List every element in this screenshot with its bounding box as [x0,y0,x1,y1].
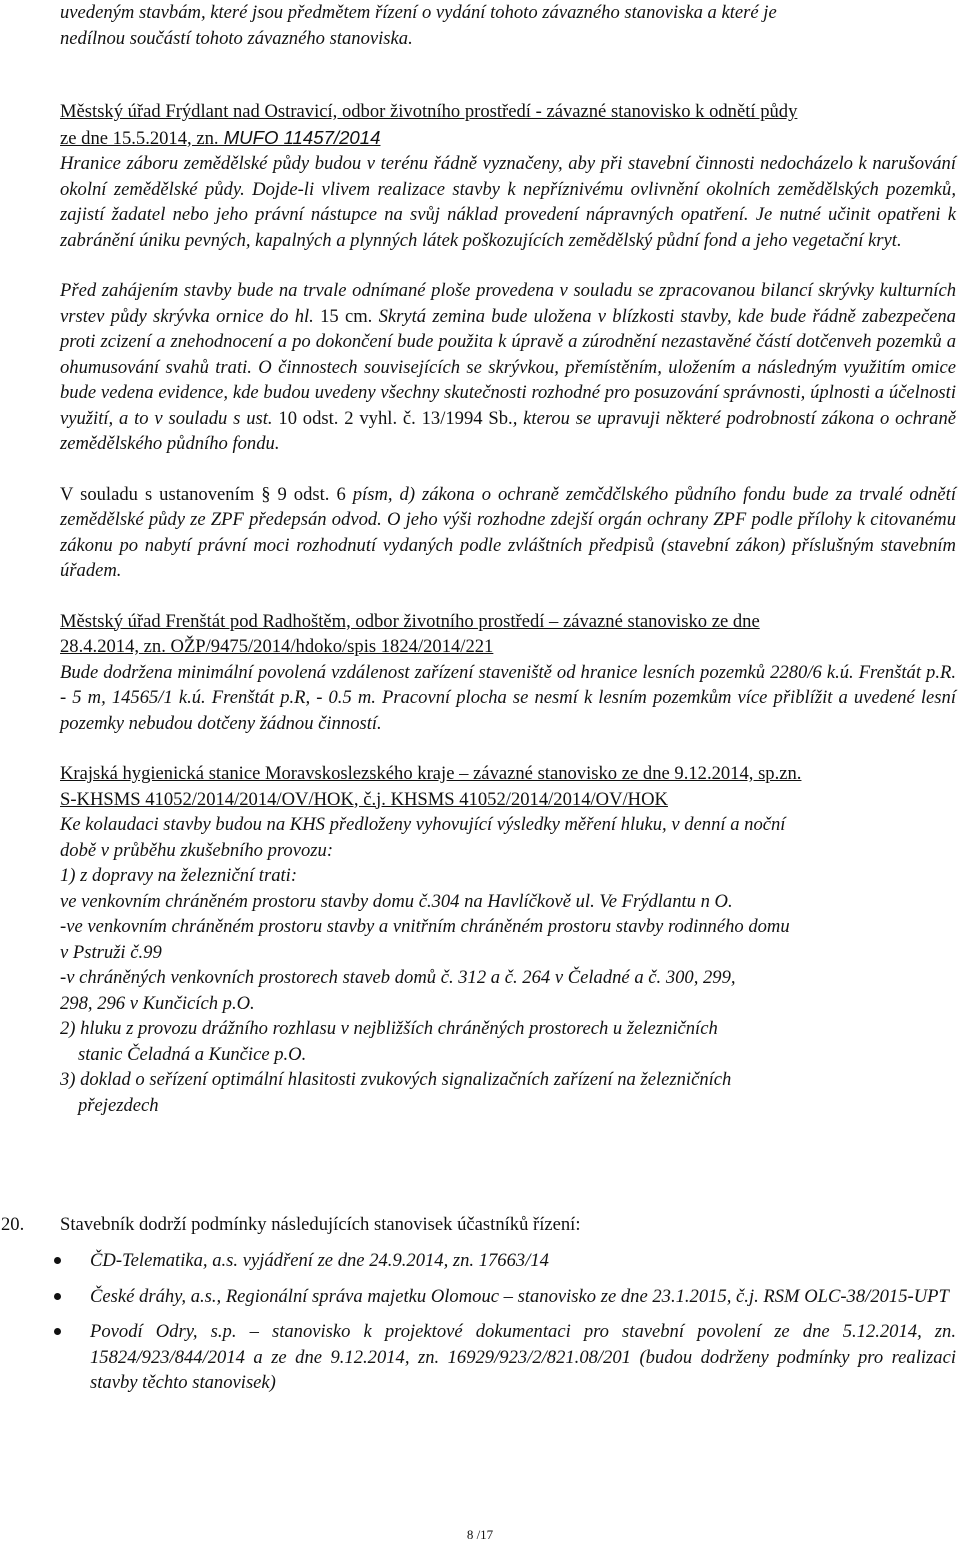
skryvka-text-2: 15 cm. [313,305,373,327]
bullet-icon [54,1293,61,1300]
page-number: 8 /17 [466,1527,494,1542]
frenstat-heading-line-2: 28.4.2014, zn. OŽP/9475/2014/hdoko/spis 1824/2014/221 [60,636,494,657]
khs-section [60,761,956,1118]
bullet-icon [54,1328,61,1335]
frenstat-section [60,609,956,737]
skryvka-paragraph [60,278,956,457]
zpf-paragraph [60,482,956,584]
zpf-text-1: V souladu s ustanovením § 9 odst. 6 [60,483,346,505]
condition-number: 20. [1,1214,25,1235]
document-content [60,0,956,1118]
khs-requirements [60,812,956,1118]
frydlant-heading-line-2: ze dne 15.5.2014, zn. [60,127,219,149]
skryvka-text-4: 10 odst. 2 vyhl. č. 13/1994 Sb. [272,407,513,429]
intro-line-2: nedílnou součástí tohoto závazného stanoviska. [60,27,413,49]
skryvka-text-5: , kterou se upravuji některé podrobností zákona o ochraně zemědělského půdního fondu. [60,407,956,454]
khs-line: stanic Čeladná a Kunčice p.O. [78,1043,307,1065]
khs-line: ve venkovním chráněném prostoru stavby domu č.304 na Havlíčkově ul. Ve Frýdlantu n O. [60,890,733,912]
khs-heading-line-2: S-KHSMS 41052/2014/2014/OV/HOK, č.j. KHSMS 41052/2014/2014/OV/HOK [60,788,668,810]
intro-paragraph [60,0,956,51]
khs-line: 298, 296 v Kunčicích p.O. [60,992,255,1014]
list-item [0,1284,956,1310]
khs-heading [60,761,956,812]
skryvka-text-3: Skrytá zemina bude uložena v blízkosti stavby, kde bude řádně zabezpečena proti zcizení a znehodnocení a po dokončení bude použita k úpravě a zúrodnění nezastavěné částí dotčenveh pozemků a ohumusování svahů trati. O činnostech souvisejících se skrývkou, přemístěním, uložením a následným využitím omice bude vedena evidence, kde budou uvedeny všechny skutečnosti rozhodné pro posuzování správnosti, úplnosti a účelnosti využití, a to v souladu s ust. [60,305,956,429]
khs-line: v Pstruži č.99 [60,941,162,963]
frenstat-body: Bude dodržena minimální povolená vzdálenost zařízení staveniště od hranice lesních pozemků 2280/6 k.ú. Frenštát p.R. - 5 m, 14565/1 k.ú. Frenštát p.R, - 0.5 m. Pracovní plocha se nesmí k lesním pozemkům více přiblížit a uvedené lesní pozemky nebudou dotčeny žádnou činností. [60,661,956,734]
khs-line: 2) hluku z provozu drážního rozhlasu v nejbližších chráněných prostorech u železničních [60,1018,718,1039]
bullet-icon [54,1257,61,1264]
khs-line: Ke kolaudaci stavby budou na KHS předloženy vyhovující výsledky měření hluku, v denní a noční [60,814,786,835]
list-item-text: Povodí Odry, s.p. – stanovisko k projektové dokumentaci pro stavební povolení ze dne 5.12.2014, zn. 15824/923/844/2014 a ze dne 9.12.2014, zn. 16929/923/2/821.08/201 (budou dodrženy podmínky pro realizaci stavby těchto stanovisek) [90,1321,956,1393]
list-item [0,1248,956,1274]
frenstat-heading-line-1: Městský úřad Frenštát pod Radhoštěm, odbor životního prostředí – závazné stanovisko ze dne [60,610,760,632]
frydlant-body: Hranice záboru zemědělské půdy budou v terénu řádně vyznačeny, aby při stavební činnosti nedocházelo k narušování okolní zemědělské půdy. Dojde-li vlivem realizace stavby k nepříznivému ovlivnění okolních zemědělských pozemků, zajistí žadatel nebo jeho právní nástupce na svůj náklad provedení nápravných opatření. Je nutné učinit opatřeni k zabránění úniku pevných, kapalných a plynných látek poškozujících zemědělský půdní fond a jeho vegetační kryt. [60,153,956,251]
khs-line: 1) z dopravy na železniční trati: [60,865,298,886]
list-item-text: ČD-Telematika, a.s. vyjádření ze dne 24.9.2014, zn. 17663/14 [90,1250,549,1271]
opinions-list [0,1248,956,1406]
khs-heading-line-1: Krajská hygienická stanice Moravskoslezského kraje – závazné stanovisko ze dne 9.12.2014, sp.zn. [60,763,802,784]
khs-line: době v průběhu zkušebního provozu: [60,839,334,861]
khs-line: -ve venkovním chráněném prostoru stavby a vnitřním chráněném prostoru stavby rodinného domu [60,916,790,937]
list-item [0,1319,956,1396]
intro-line-1: uvedeným stavbám, které jsou předmětem řízení o vydání tohoto závazného stanoviska a které je [60,2,777,23]
frydlant-heading [60,99,956,151]
frydlant-reference: MUFO 11457/2014 [218,126,381,148]
zpf-text-2: písm, d) zákona o ochraně zemčdčlského půdního fondu bude za trvalé odnětí zemědělské půdy ze ZPF předepsán odvod. O jeho výši rozhodne zdejší orgán ochrany ZPF podle přílohy k citovanému zákonu po nabytí právní moci rozhodnutí vydaných podle zvláštních předpisů (stavební zákon) příslušným stavebním úřadem. [60,483,956,581]
khs-line: 3) doklad o seřízení optimální hlasitosti zvukových signalizačních zařízení na železničních [60,1069,732,1090]
khs-line: přejezdech [78,1094,159,1116]
frydlant-heading-line-1: Městský úřad Frýdlant nad Ostravicí, odbor životního prostředí - závazné stanovisko k odnětí půdy [60,101,798,122]
condition-text: Stavebník dodrží podmínky následujících stanovisek účastníků řízení: [60,1214,581,1235]
list-item-text: České dráhy, a.s., Regionální správa majetku Olomouc – stanovisko ze dne 23.1.2015, č.j. RSM OLC-38/2015-UPT [90,1285,949,1307]
frenstat-heading [60,609,956,660]
skryvka-text-1: Před zahájením stavby bude na trvale odnímané ploše provedena v souladu se zpracovanou bilancí skrývky kulturních vrstev půdy skrývka ornice do hl. [60,280,956,327]
khs-line: -v chráněných venkovních prostorech staveb domů č. 312 a č. 264 v Čeladné a č. 300, 299, [60,967,736,988]
frydlant-section [60,99,956,253]
